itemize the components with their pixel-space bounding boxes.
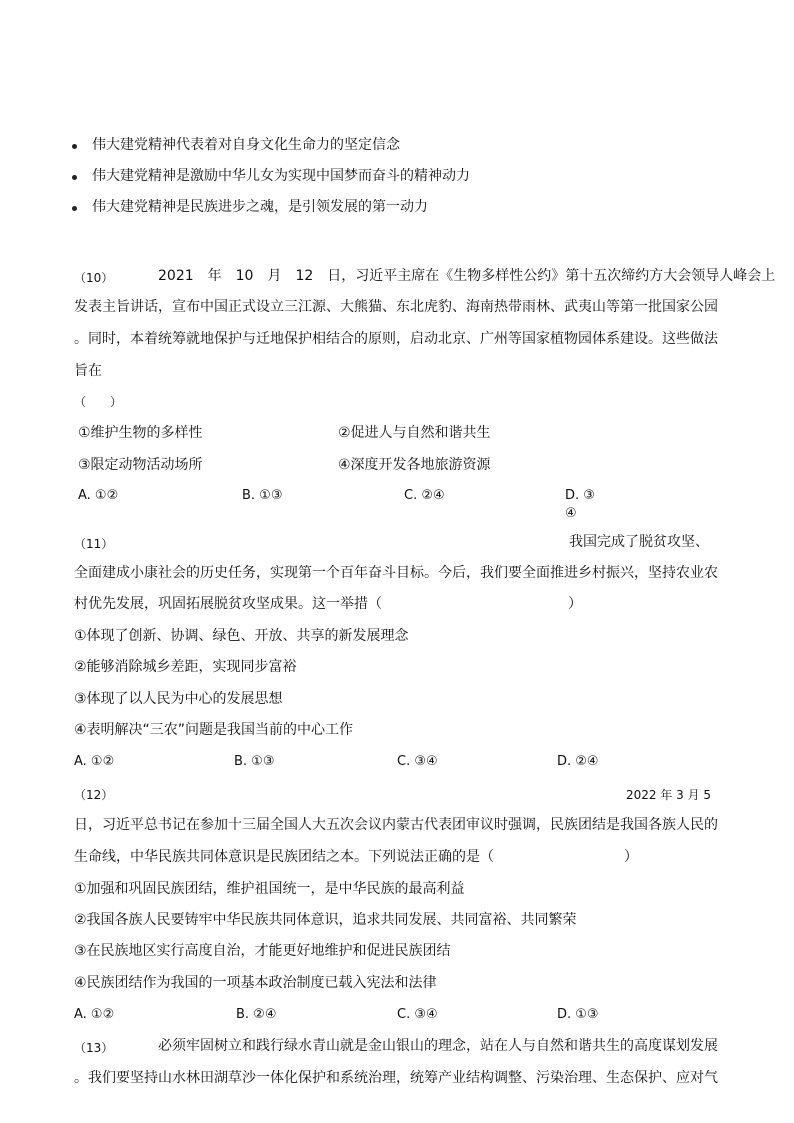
statement-4: ④表明解决“三农”问题是我国当前的中心工作 xyxy=(74,722,354,738)
question-12-line: 日，习近平总书记在参加十三届全国人大五次会议内蒙古代表团审议时强调，民族团结是我国各族人民的 xyxy=(74,817,718,833)
statement-2: ②我国各族人民要铸牢中华民族共同体意识，追求共同发展、共同富裕、共同繁荣 xyxy=(74,912,577,928)
question-number-13: （13） xyxy=(74,1041,114,1055)
option-c: C. ②④ xyxy=(404,488,445,503)
statement-1: ①维护生物的多样性 xyxy=(78,425,203,441)
option-d: D. ③ xyxy=(565,488,595,503)
statement-3: ③限定动物活动场所 xyxy=(78,457,203,473)
question-13-lead: 必须牢固树立和践行绿水青山就是金山银山的理念，站在人与自然和谐共生的高度谋划发展 xyxy=(158,1038,718,1054)
question-11-line: 村优先发展，巩固拓展脱贫攻坚成果。这一举措（ xyxy=(74,596,382,612)
statement-1: ①体现了创新、协调、绿色、开放、共享的新发展理念 xyxy=(74,628,409,644)
question-13-line: 。我们要坚持山水林田湖草沙一体化保护和系统治理，统筹产业结构调整、污染治理、生态保护、应对气 xyxy=(74,1070,718,1086)
statement-2: ②能够消除城乡差距，实现同步富裕 xyxy=(74,659,297,675)
bullet-item: 伟大建党精神代表着对自身文化生命力的坚定信念 xyxy=(92,137,400,153)
option-d: D. ②④ xyxy=(557,754,599,769)
statement-3: ③在民族地区实行高度自治，才能更好地维护和促进民族团结 xyxy=(74,943,451,959)
question-10-line: 发表主旨讲话，宣布中国正式设立三江源、大熊猫、东北虎豹、海南热带雨林、武夷山等第一批国家公园 xyxy=(74,299,718,315)
option-b: B. ①③ xyxy=(234,754,275,769)
question-12-lead: 2022 年 3 月 5 xyxy=(626,788,712,802)
question-12-line: 生命线，中华民族共同体意识是民族团结之本。下列说法正确的是（ xyxy=(74,849,494,865)
statement-4: ④深度开发各地旅游资源 xyxy=(338,457,491,473)
answer-blank: （ ） xyxy=(74,395,123,409)
option-b: B. ①③ xyxy=(242,488,283,503)
bullet-item: 伟大建党精神是激励中华儿女为实现中国梦而奋斗的精神动力 xyxy=(92,168,470,184)
answer-blank-close: ） xyxy=(624,849,638,865)
option-a: A. ①② xyxy=(78,488,119,503)
bullet-dot xyxy=(72,144,77,149)
question-10-lead: 2021 年 10 月 12 日，习近平主席在《生物多样性公约》第十五次缔约方大会领导人峰会上 xyxy=(158,268,776,284)
option-d-continued: ④ xyxy=(565,506,577,521)
answer-blank-close: ） xyxy=(568,596,582,612)
option-c: C. ③④ xyxy=(397,754,438,769)
question-number-11: （11） xyxy=(74,537,114,551)
bullet-dot xyxy=(72,175,77,180)
question-number-10: （10） xyxy=(74,271,114,285)
question-11-line: 全面建成小康社会的历史任务，实现第一个百年奋斗目标。今后，我们要全面推进乡村振兴，坚持农业农 xyxy=(74,565,718,581)
option-a: A. ①② xyxy=(74,1007,115,1022)
statement-2: ②促进人与自然和谐共生 xyxy=(338,425,491,441)
question-11-lead: 我国完成了脱贫攻坚、 xyxy=(569,534,709,550)
option-c: C. ③④ xyxy=(397,1007,438,1022)
option-b: B. ②④ xyxy=(236,1007,277,1022)
bullet-item: 伟大建党精神是民族进步之魂，是引领发展的第一动力 xyxy=(92,199,428,215)
option-d: D. ①③ xyxy=(557,1007,599,1022)
question-10-line: 旨在 xyxy=(74,363,102,379)
bullet-dot xyxy=(72,206,77,211)
statement-4: ④民族团结作为我国的一项基本政治制度已载入宪法和法律 xyxy=(74,975,437,991)
option-a: A. ①② xyxy=(74,754,115,769)
statement-3: ③体现了以人民为中心的发展思想 xyxy=(74,691,283,707)
question-10-line: 。同时，本着统筹就地保护与迁地保护相结合的原则，启动北京、广州等国家植物园体系建设。这些做法 xyxy=(74,331,718,347)
question-number-12: （12） xyxy=(74,788,114,802)
statement-1: ①加强和巩固民族团结，维护祖国统一，是中华民族的最高利益 xyxy=(74,881,465,897)
